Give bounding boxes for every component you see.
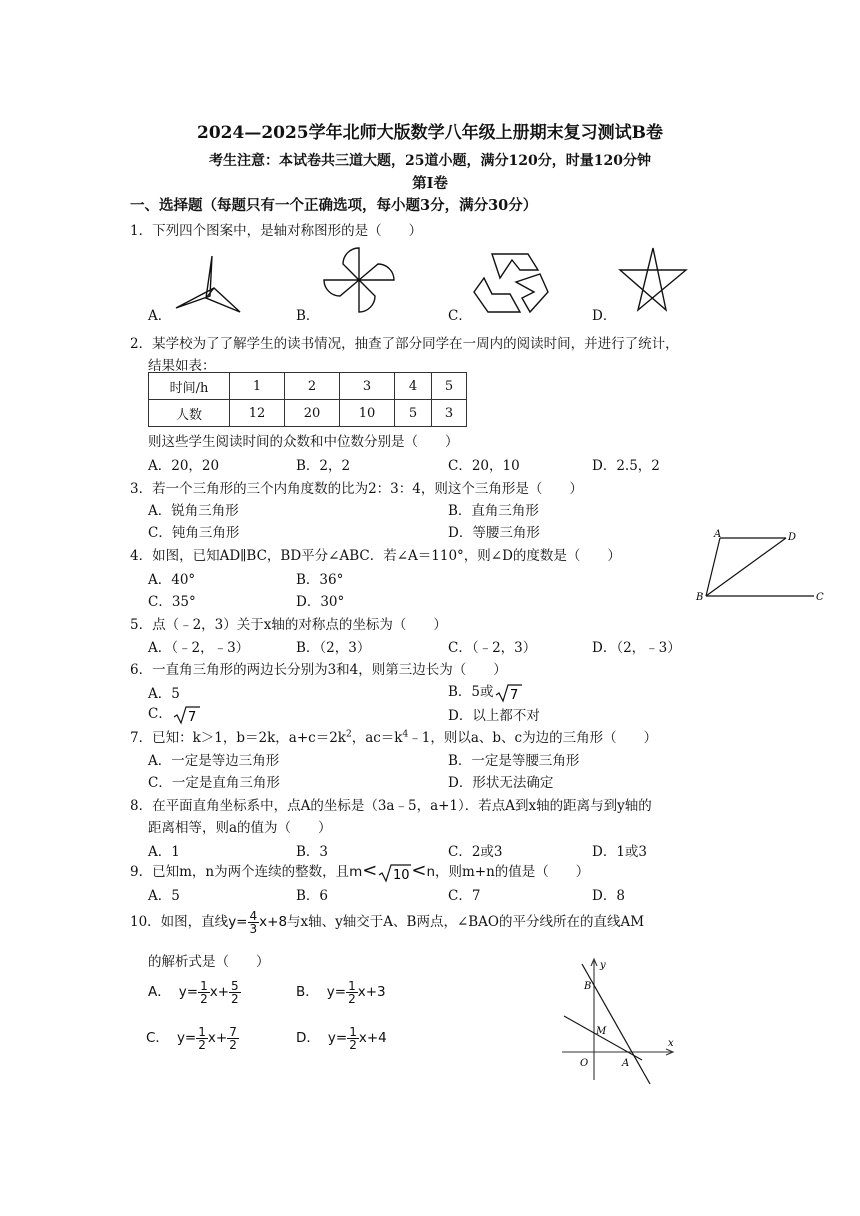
q2-option-c: C．20，10 bbox=[448, 458, 520, 474]
q10-option-b-den: 2 bbox=[348, 992, 356, 1006]
table-cell: 1 bbox=[230, 373, 285, 400]
q10-option-c-den2: 2 bbox=[229, 1038, 237, 1052]
q1-figure-d bbox=[616, 246, 690, 316]
q10-label-o: O bbox=[580, 1058, 589, 1069]
q7-sup1: 2 bbox=[345, 729, 352, 740]
q10-figure bbox=[558, 956, 684, 1090]
q10-line-y: y= bbox=[228, 914, 248, 930]
q10-option-a bbox=[148, 980, 241, 1005]
q6-option-d: D．以上都不对 bbox=[448, 708, 540, 724]
q9-stem-part2: ，则m+n的值是（ ） bbox=[435, 864, 590, 880]
q7-sup2: 4 bbox=[402, 729, 409, 740]
q4-option-b: B．36° bbox=[296, 572, 344, 588]
q10-label-a: A bbox=[622, 1058, 630, 1069]
q8-option-d: D．1或3 bbox=[592, 844, 648, 860]
table-cell: 4 bbox=[395, 373, 432, 400]
q4-figure bbox=[694, 528, 828, 604]
q10-label-y: y bbox=[600, 960, 606, 971]
q4-label-c: C bbox=[816, 592, 824, 603]
table-cell: 10 bbox=[340, 400, 395, 427]
q6-stem: 6．一直角三角形的两边长分别为3和4，则第三边长为（ ） bbox=[130, 662, 507, 678]
q8-option-b: B．3 bbox=[296, 844, 329, 860]
q10-line-den: 3 bbox=[249, 922, 258, 936]
table-cell: 20 bbox=[285, 400, 340, 427]
q3-option-c: C．钝角三角形 bbox=[148, 525, 240, 541]
table-cell: 5 bbox=[395, 400, 432, 427]
q2-stem-line2: 结果如表： bbox=[148, 358, 216, 374]
table-cell: 3 bbox=[340, 373, 395, 400]
q10-option-c-frac2 bbox=[227, 1026, 239, 1051]
q10-option-d-frac bbox=[347, 1026, 359, 1051]
table-row bbox=[149, 400, 467, 427]
q4-stem: 4．如图，已知AD∥BC，BD平分∠ABC．若∠A＝110°，则∠D的度数是（ ） bbox=[130, 548, 621, 564]
q6-option-b bbox=[448, 680, 522, 703]
q10-option-b bbox=[296, 980, 386, 1005]
table-cell: 时间/h bbox=[149, 373, 230, 400]
q2-option-d: D．2.5，2 bbox=[592, 458, 660, 474]
q6-option-c bbox=[148, 702, 200, 725]
q10-option-c bbox=[146, 1026, 239, 1051]
q9-option-a: A．5 bbox=[148, 888, 180, 904]
q5-option-b: B．（2，3） bbox=[296, 640, 371, 656]
q9-radicand: 10 bbox=[393, 867, 410, 883]
q10-stem bbox=[130, 910, 644, 935]
q3-option-b: B．直角三角形 bbox=[448, 503, 539, 519]
q10-line-num: 4 bbox=[249, 909, 258, 923]
q8-option-c: C．2或3 bbox=[448, 844, 503, 860]
q10-label-m: M bbox=[596, 1026, 607, 1037]
q10-option-c-num1: 1 bbox=[198, 1025, 206, 1039]
q8-option-a: A．1 bbox=[148, 844, 180, 860]
q10-option-d-rest: x+4 bbox=[358, 1030, 387, 1046]
q10-option-b-rest: x+3 bbox=[357, 984, 386, 1000]
q10-line-rest: x+8 bbox=[259, 914, 288, 930]
q3-option-a: A．锐角三角形 bbox=[148, 503, 239, 519]
q10-option-c-y: y= bbox=[176, 1030, 197, 1046]
q9-less-than-1: < bbox=[362, 860, 378, 881]
q10-option-d bbox=[296, 1026, 387, 1051]
table-cell: 人数 bbox=[149, 400, 230, 427]
q10-option-b-label: B． bbox=[296, 984, 319, 1000]
q6-radicand-c: 7 bbox=[187, 709, 197, 725]
q7-option-d: D．形状无法确定 bbox=[448, 775, 554, 791]
q2-stem-line1: 2．某学校为了了解学生的读书情况，抽查了部分同学在一周内的阅读时间，并进行了统计， bbox=[130, 336, 679, 352]
q9-n: n bbox=[426, 864, 435, 880]
q10-option-a-num1: 1 bbox=[200, 979, 208, 993]
q10-option-d-num: 1 bbox=[349, 1025, 357, 1039]
q10-option-d-den: 2 bbox=[349, 1038, 357, 1052]
q7-option-c: C．一定是直角三角形 bbox=[148, 775, 280, 791]
sqrt-icon bbox=[494, 683, 522, 703]
q7-stem bbox=[130, 726, 657, 746]
q4-option-a: A．40° bbox=[148, 572, 196, 588]
q9-stem-part1: 9．已知m，n为两个连续的整数，且 bbox=[130, 864, 350, 880]
q10-option-a-frac1 bbox=[198, 980, 210, 1005]
q3-stem: 3．若一个三角形的三个内角度数的比为2：3：4，则这个三角形是（ ） bbox=[130, 481, 583, 497]
q3-option-d: D．等腰三角形 bbox=[448, 525, 540, 541]
q1-label-b: B． bbox=[296, 308, 320, 324]
q7-stem-part3: ﹣1，则以a、b、c为边的三角形（ ） bbox=[408, 730, 658, 746]
q5-stem: 5．点（﹣2，3）关于x轴的对称点的坐标为（ ） bbox=[130, 617, 447, 633]
sqrt-icon bbox=[377, 863, 411, 883]
q7-option-a: A．一定是等边三角形 bbox=[148, 753, 280, 769]
q10-option-d-label: D． bbox=[296, 1030, 320, 1046]
q10-option-a-den2: 2 bbox=[231, 992, 239, 1006]
q1-stem: 1．下列四个图案中，是轴对称图形的是（ ） bbox=[130, 223, 423, 239]
q10-option-c-mid: x+ bbox=[207, 1030, 228, 1046]
q10-option-c-den1: 2 bbox=[198, 1038, 206, 1052]
q5-option-d: D．（2，﹣3） bbox=[592, 640, 681, 656]
q10-option-c-frac1 bbox=[196, 1026, 208, 1051]
table-cell: 12 bbox=[230, 400, 285, 427]
q10-stem-part1: 10．如图，直线 bbox=[130, 914, 229, 930]
exam-notice: 考生注意：本试卷共三道大题，25道小题，满分120分，时量120分钟 bbox=[209, 153, 651, 169]
table-cell: 5 bbox=[432, 373, 467, 400]
q4-label-b: B bbox=[696, 592, 704, 603]
q1-label-c: C． bbox=[448, 308, 472, 324]
q7-stem-part2: ，ac＝k bbox=[351, 730, 403, 746]
q10-stem-line2: 的解析式是（ ） bbox=[148, 954, 270, 970]
q10-label-x: x bbox=[668, 1038, 674, 1049]
q6-option-b-label: B．5或 bbox=[448, 684, 494, 700]
q1-figure-b bbox=[318, 244, 400, 316]
q10-option-a-mid: x+ bbox=[209, 984, 230, 1000]
q9-stem bbox=[130, 860, 589, 883]
q9-m: m bbox=[349, 864, 363, 880]
q9-option-b: B．6 bbox=[296, 888, 329, 904]
q4-option-c: C．35° bbox=[148, 594, 196, 610]
q2-option-a: A．20，20 bbox=[148, 458, 220, 474]
q10-option-b-frac bbox=[346, 980, 358, 1005]
q2-option-b: B．2，2 bbox=[296, 458, 351, 474]
table-row bbox=[149, 373, 467, 400]
q10-option-b-y: y= bbox=[326, 984, 347, 1000]
q4-option-d: D．30° bbox=[296, 594, 345, 610]
q7-stem-part1: 7．已知：k＞1，b＝2k，a+c＝2k bbox=[130, 730, 346, 746]
q10-stem-part2: 与x轴、y轴交于A、B两点，∠BAO的平分线所在的直线AM bbox=[287, 914, 645, 930]
q6-radicand-b: 7 bbox=[509, 687, 518, 703]
q9-less-than-2: < bbox=[411, 860, 427, 881]
q10-option-a-den1: 2 bbox=[200, 992, 208, 1006]
q10-option-a-label: A． bbox=[148, 984, 171, 1000]
section-heading: 一、选择题（每题只有一个正确选项，每小题3分，满分30分） bbox=[130, 197, 538, 214]
q9-option-c: C．7 bbox=[448, 888, 481, 904]
q10-option-a-num2: 5 bbox=[231, 979, 239, 993]
q5-option-a: A．（﹣2，﹣3） bbox=[148, 640, 250, 656]
q4-label-d: D bbox=[788, 532, 797, 543]
q1-label-a: A． bbox=[148, 308, 172, 324]
q10-option-d-y: y= bbox=[327, 1030, 348, 1046]
q10-line-fraction bbox=[248, 910, 260, 935]
q2-stem-line3: 则这些学生阅读时间的众数和中位数分别是（ ） bbox=[148, 434, 459, 450]
reading-time-table bbox=[148, 372, 467, 427]
table-cell: 2 bbox=[285, 373, 340, 400]
q1-label-d: D． bbox=[592, 308, 617, 324]
sqrt-icon bbox=[172, 705, 200, 725]
q10-option-a-y: y= bbox=[178, 984, 199, 1000]
q1-figure-c bbox=[470, 250, 552, 316]
q10-option-b-num: 1 bbox=[348, 979, 356, 993]
q8-stem-line2: 距离相等，则a的值为（ ） bbox=[148, 820, 332, 836]
q6-option-c-label: C． bbox=[148, 706, 172, 722]
q10-option-c-label: C． bbox=[146, 1030, 169, 1046]
q7-option-b: B．一定是等腰三角形 bbox=[448, 753, 580, 769]
q1-figure-a bbox=[170, 252, 250, 316]
q10-option-c-num2: 7 bbox=[229, 1025, 237, 1039]
volume-heading: 第Ⅰ卷 bbox=[412, 175, 448, 192]
page-title: 2024—2025学年北师大版数学八年级上册期末复习测试B卷 bbox=[197, 123, 663, 143]
q8-stem-line1: 8．在平面直角坐标系中，点A的坐标是（3a﹣5，a+1）．若点A到x轴的距离与到y轴的 bbox=[130, 798, 652, 814]
q6-option-a: A．5 bbox=[148, 686, 180, 702]
q4-label-a: A bbox=[714, 529, 722, 540]
q10-option-a-frac2 bbox=[229, 980, 241, 1005]
q9-option-d: D．8 bbox=[592, 888, 625, 904]
q10-label-b: B bbox=[584, 981, 592, 992]
q5-option-c: C．（﹣2，3） bbox=[448, 640, 537, 656]
table-cell: 3 bbox=[432, 400, 467, 427]
